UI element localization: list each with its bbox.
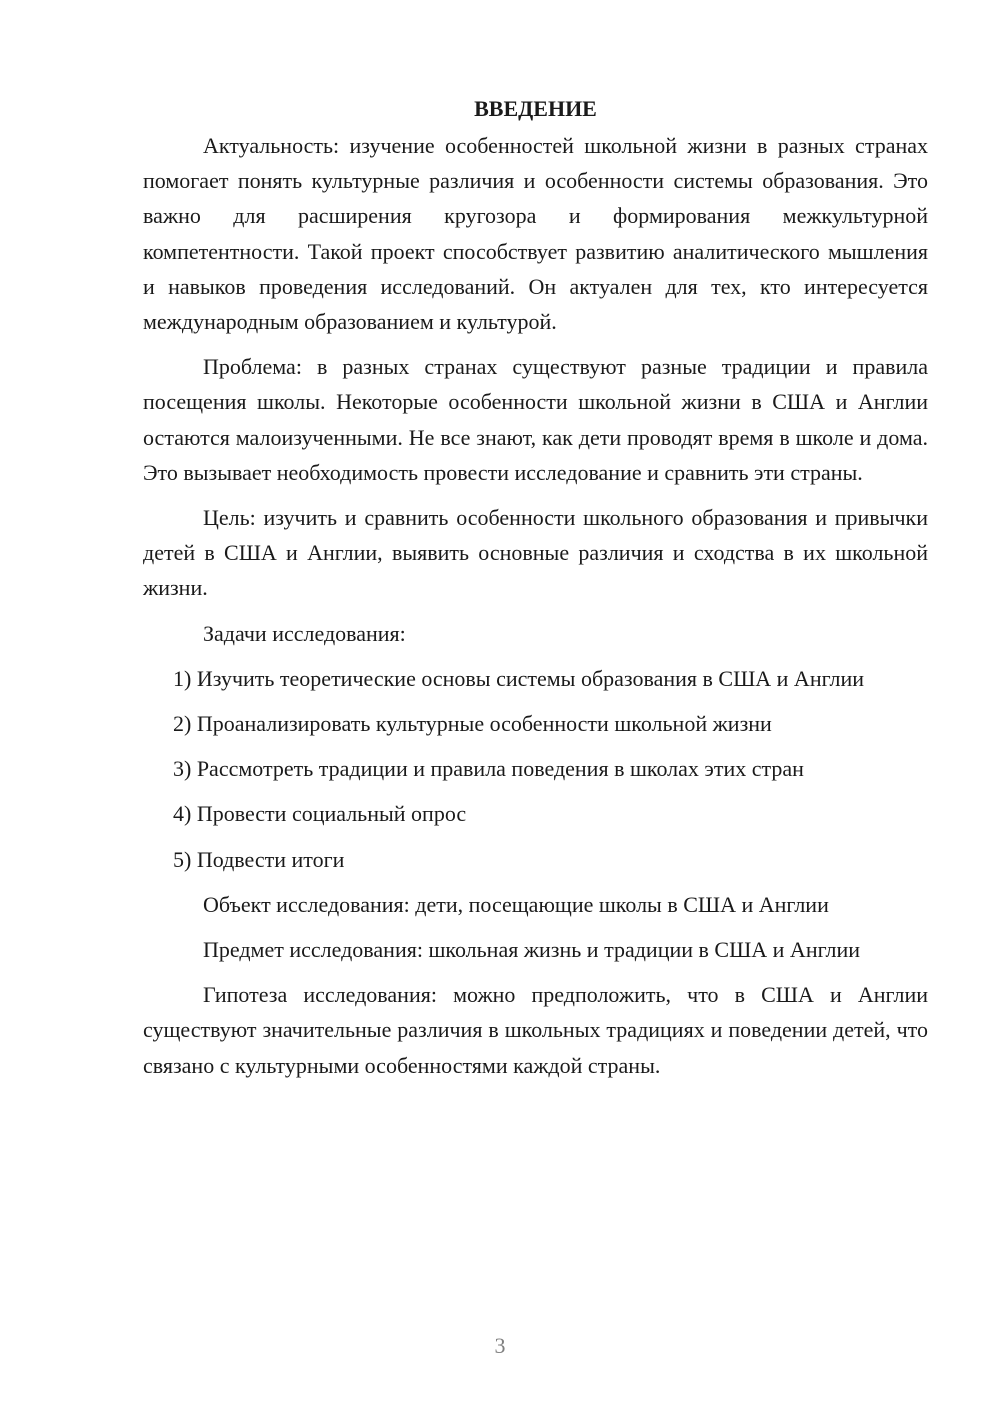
tasks-heading: Задачи исследования: [203, 620, 406, 646]
document-page [143, 92, 928, 1093]
task-item: 4) Провести социальный опрос [173, 801, 467, 827]
page-number: 3 [494, 1333, 506, 1358]
task-item: 5) Подвести итоги [173, 846, 345, 872]
object-paragraph: Объект исследования: дети, посещающие школы в США и Англии [203, 891, 829, 917]
hypothesis-paragraph: Гипотеза исследования: можно предположить, что в США и Англии существуют значительные различия в школьных традициях и поведении детей, что связано с культурными особенностями каждой страны. [143, 982, 928, 1078]
task-item: 2) Проанализировать культурные особенности школьной жизни [173, 711, 772, 737]
section-title: ВВЕДЕНИЕ [474, 96, 597, 121]
task-item: 3) Рассмотреть традиции и правила поведения в школах этих стран [173, 756, 804, 782]
problem-paragraph: Проблема: в разных странах существуют разные традиции и правила посещения школы. Некоторые особенности школьной жизни в США и Англии остаются малоизученными. Не все знают, как дети проводят время в школе и дома. Это вызывает необходимость провести исследование и сравнить эти страны. [143, 354, 928, 485]
goal-paragraph: Цель: изучить и сравнить особенности школьного образования и привычки детей в США и Англии, выявить основные различия и сходства в их школьной жизни. [143, 505, 928, 601]
task-item: 1) Изучить теоретические основы системы образования в США и Англии [173, 665, 865, 691]
relevance-paragraph: Актуальность: изучение особенностей школьной жизни в разных странах помогает понять культурные различия и особенности системы образования. Это важно для расширения кругозора и формирования межкультурной компетентности. Такой проект способствует развитию аналитического мышления и навыков проведения исследований. Он актуален для тех, кто интересуется международным образованием и культурой. [143, 133, 928, 335]
subject-paragraph: Предмет исследования: школьная жизнь и традиции в США и Англии [203, 937, 861, 963]
